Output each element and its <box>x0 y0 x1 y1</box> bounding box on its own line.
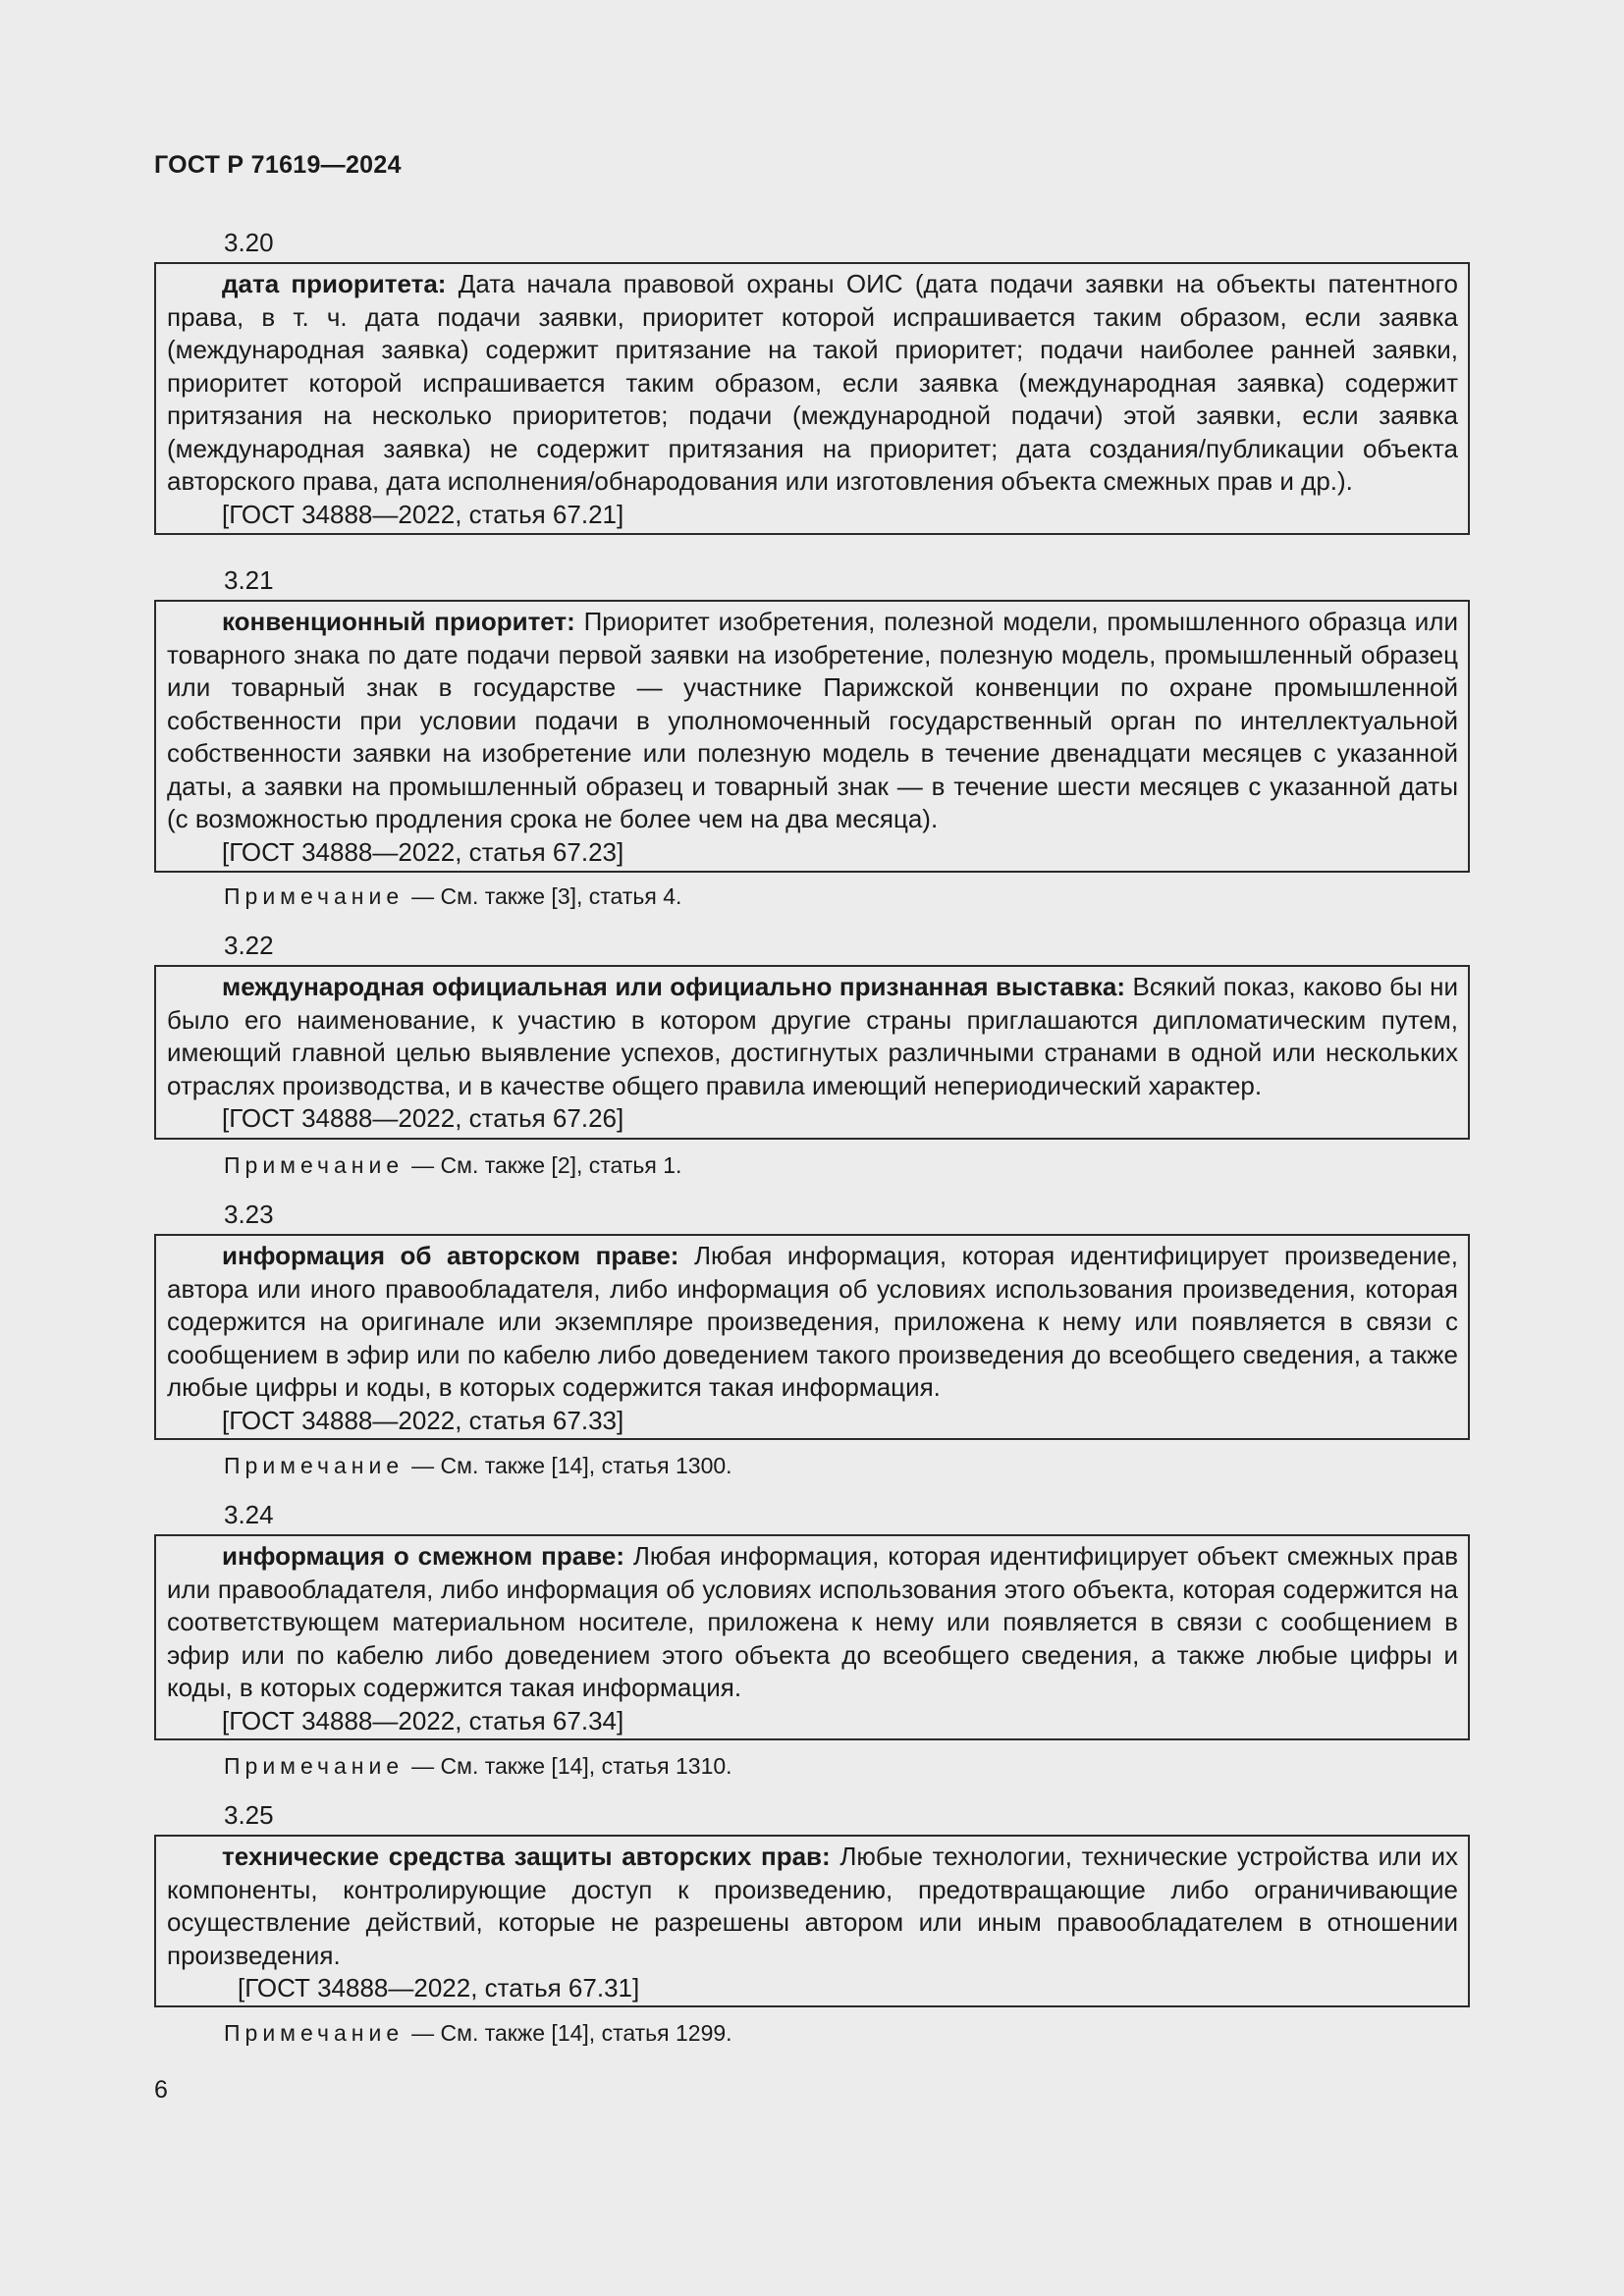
term-definition <box>167 1540 1458 1705</box>
note-label: Примечание <box>224 1453 405 1478</box>
term-definition-text: Всякий показ, каково бы ни было его наименование, к участию в котором другие страны приглашаются дипломатическим путем, имеющий главной целью выявление успехов, достигнутых различными странами в одной или нескольких отраслях производства, и в качестве общего правила имеющий непериодический характер. <box>167 972 1459 1100</box>
term-box <box>154 1534 1470 1740</box>
term-definition-text: Любая информация, которая идентифицирует произведение, автора или иного правообладателя, либо информация об условиях использования произведения, которая содержится на оригинале или экземпляре произведения, приложена к нему или появляется в связи с сообщением в эфир или по кабелю либо доведением такого произведения до всеобщего сведения, а также любые цифры и коды, в которых содержится такая информация. <box>167 1241 1458 1402</box>
term-number: 3.22 <box>224 931 274 960</box>
term-note <box>224 1152 681 1179</box>
term-source: [ГОСТ 34888—2022, статья 67.21] <box>222 499 624 529</box>
term-definition-text: Любые технологии, технические устройства или их компоненты, контролирующие доступ к произведению, предотвращающие либо ограничивающие осуществление действий, которые не разрешены автором или иным правообладателем в отношении произведения. <box>167 1842 1458 1970</box>
term-box <box>154 600 1470 873</box>
term-source: [ГОСТ 34888—2022, статья 67.33] <box>222 1405 624 1435</box>
note-text: — См. также [2], статья 1. <box>411 1152 682 1178</box>
note-text: — См. также [14], статья 1300. <box>411 1453 732 1478</box>
term-note <box>224 2020 732 2047</box>
note-text: — См. также [3], статья 4. <box>411 883 682 909</box>
note-label: Примечание <box>224 883 405 909</box>
term-source: [ГОСТ 34888—2022, статья 67.26] <box>222 1103 624 1133</box>
term-name: дата приоритета: <box>222 269 447 298</box>
term-definition <box>167 606 1458 836</box>
note-label: Примечание <box>224 1753 405 1779</box>
term-note <box>224 1453 732 1479</box>
term-source: [ГОСТ 34888—2022, статья 67.31] <box>238 1973 640 2002</box>
term-number: 3.20 <box>224 228 274 257</box>
term-note <box>224 1753 732 1780</box>
term-box <box>154 262 1470 535</box>
term-definition <box>167 971 1458 1102</box>
term-number: 3.24 <box>224 1500 274 1529</box>
term-definition <box>167 268 1458 499</box>
term-name: информация об авторском праве: <box>222 1241 679 1270</box>
term-box <box>154 965 1470 1140</box>
note-text: — См. также [14], статья 1299. <box>411 2020 732 2046</box>
term-number: 3.21 <box>224 565 274 595</box>
term-number: 3.25 <box>224 1800 274 1830</box>
page-number: 6 <box>154 2076 168 2104</box>
term-name: международная официальная или официально признанная выставка: <box>222 972 1126 1001</box>
term-name: технические средства защиты авторских прав: <box>222 1842 831 1871</box>
document-code: ГОСТ Р 71619—2024 <box>154 151 402 179</box>
term-definition <box>167 1841 1458 1972</box>
term-number: 3.23 <box>224 1200 274 1229</box>
term-definition-text: Дата начала правовой охраны ОИС (дата подачи заявки на объекты патентного права, в т. ч. дата подачи заявки, приоритет которой испрашивается таким образом, если заявка (международная заявка) содержит притязание на такой приоритет; подачи наиболее ранней заявки, приоритет которой испрашивается таким образом, если заявка (международная заявка) содержит притязания на несколько приоритетов; подачи (международной подачи) этой заявки, если заявка (международная заявка) не содержит притязания на приоритет; дата создания/публикации объекта авторского права, дата исполнения/обнародования или изготовления объекта смежных прав и др.). <box>167 269 1458 496</box>
term-definition-text: Приоритет изобретения, полезной модели, промышленного образца или товарного знака по дате подачи первой заявки на изобретение, полезную модель, промышленный образец или товарный знак в государстве — участнике Парижской конвенции по охране промышленной собственности при условии подачи в уполномоченный государственный орган по интеллектуальной собственности заявки на изобретение или полезную модель в течение двенадцати месяцев с указанной даты, а заявки на промышленный образец и товарный знак — в течение шести месяцев с указанной даты (с возможностью продления срока не более чем на два месяца). <box>167 607 1458 833</box>
term-name: информация о смежном праве: <box>222 1541 624 1571</box>
term-box <box>154 1234 1470 1440</box>
term-source: [ГОСТ 34888—2022, статья 67.23] <box>222 836 624 867</box>
term-name: конвенционный приоритет: <box>222 607 575 636</box>
note-label: Примечание <box>224 2020 405 2046</box>
term-definition-text: Любая информация, которая идентифицирует объект смежных прав или правообладателя, либо информация об условиях использования этого объекта, которая содержится на соответствующем материальном носителе, приложена к нему или появляется в связи с сообщением в эфир или по кабелю либо доведением этого объекта до всеобщего сведения, а также любые цифры и коды, в которых содержится такая информация. <box>167 1541 1459 1702</box>
term-note <box>224 883 681 910</box>
term-source: [ГОСТ 34888—2022, статья 67.34] <box>222 1705 624 1735</box>
note-label: Примечание <box>224 1152 405 1178</box>
term-definition <box>167 1240 1458 1405</box>
term-box <box>154 1835 1470 2007</box>
note-text: — См. также [14], статья 1310. <box>411 1753 732 1779</box>
